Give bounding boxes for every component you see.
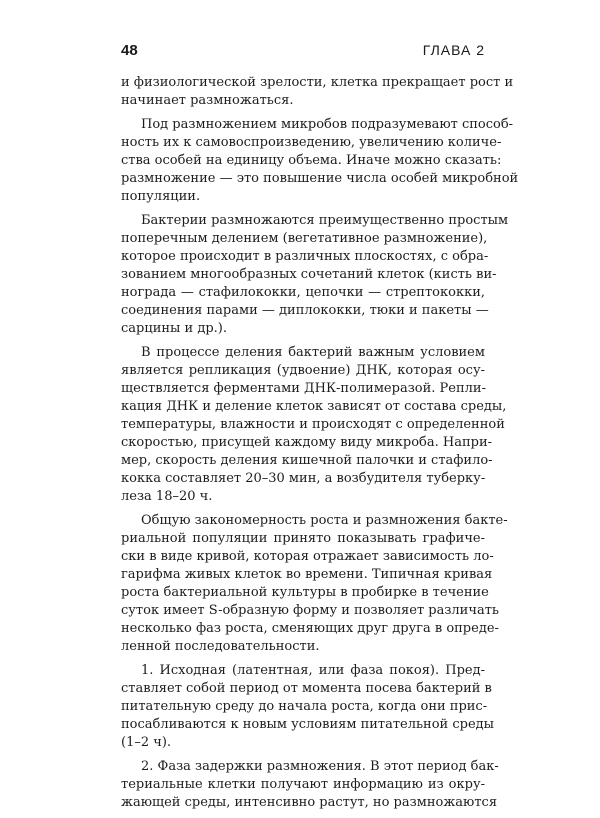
text-line: жающей среды, интенсивно растут, но размножаются [121,795,498,810]
text-line: риальной популяции принято показывать графиче- [121,531,485,546]
paragraph [121,758,499,812]
text-line: ленной последовательности. [121,639,320,654]
text-line: нограда — стафилококки, цепочки — стрептококки, [121,285,485,300]
body-text [121,74,519,818]
paragraph [121,116,519,206]
text-line: которое происходит в различных плоскостях, с обра- [121,249,489,264]
text-line: териальные клетки получают информацию из окру- [121,777,485,792]
text-line: размножение — это повышение числа особей микробной [121,171,519,186]
paragraph [121,662,494,752]
text-line: В процессе деления бактерий важным условием [141,345,485,360]
text-line: суток имеет S-образную форму и позволяет различать [121,603,499,618]
chapter-title: ГЛАВА 2 [422,42,485,58]
paragraph [121,74,514,110]
running-header [121,42,485,64]
text-line: популяции. [121,189,201,204]
text-line: Бактерии размножаются преимущественно простым [141,213,509,228]
text-line: поперечным делением (вегетативное размножение), [121,231,488,246]
text-line: Общую закономерность роста и размножения бакте- [141,513,508,528]
text-line: ществляется ферментами ДНК-полимеразой. Репли- [121,381,486,396]
text-line: зованием многообразных сочетаний клеток (кисть ви- [121,267,497,282]
text-line: начинает размножаться. [121,93,294,108]
text-line: скоростью, присущей каждому виду микроба. Напри- [121,435,493,450]
text-line: гарифма живых клеток во времени. Типичная кривая [121,567,493,582]
text-line: кокка составляет 20–30 мин, а возбудителя туберку- [121,471,486,486]
text-line: роста бактериальной культуры в пробирке в течение [121,585,489,600]
text-line: кация ДНК и деление клеток зависят от состава среды, [121,399,507,414]
paragraph [121,512,508,656]
text-line: соединения парами — диплококки, тюки и пакеты — [121,303,489,318]
text-line: мер, скорость деления кишечной палочки и стафило- [121,453,493,468]
text-line: температуры, влажности и происходят с определенной [121,417,505,432]
paragraph [121,344,507,506]
text-line: ставляет собой период от момента посева бактерий в [121,681,492,696]
text-line: является репликация (удвоение) ДНК, которая осу- [121,363,485,378]
page-number: 48 [121,42,138,59]
text-line: 2. Фаза задержки размножения. В этот период бак- [141,759,499,774]
text-line: сарцины и др.). [121,321,227,336]
text-line: и физиологической зрелости, клетка прекращает рост и [121,75,514,90]
paragraph [121,212,509,338]
text-line: 1. Исходная (латентная, или фаза покоя). Пред- [141,663,485,678]
text-line: леза 18–20 ч. [121,489,213,504]
text-line: ски в виде кривой, которая отражает зависимость ло- [121,549,494,564]
text-line: ства особей на единицу объема. Иначе можно сказать: [121,153,502,168]
text-line: Под размножением микробов подразумевают способ- [141,117,514,132]
text-line: питательную среду до начала роста, когда они прис- [121,699,488,714]
text-line: посабливаются к новым условиям питательной среды [121,717,494,732]
text-line: ность их к самовоспроизведению, увеличению количе- [121,135,502,150]
text-line: несколько фаз роста, сменяющих друг друга в опреде- [121,621,499,636]
text-line: (1–2 ч). [121,735,172,750]
